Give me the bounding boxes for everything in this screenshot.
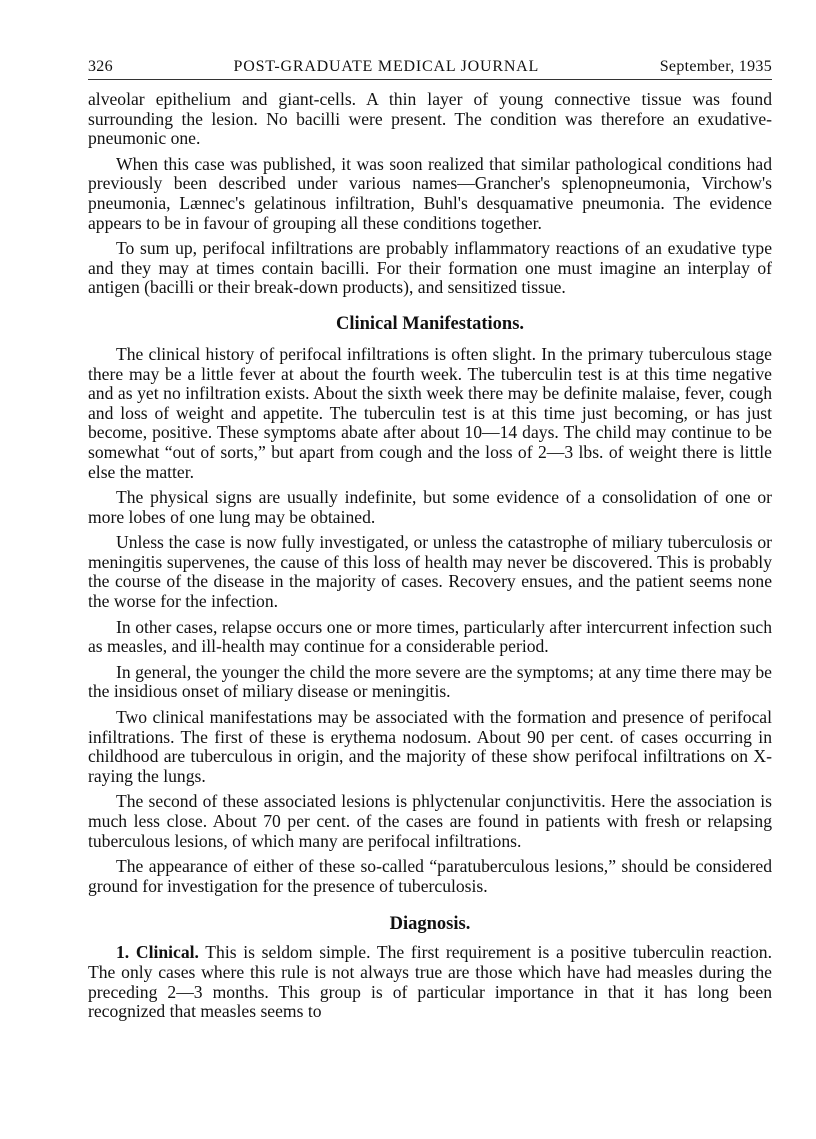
paragraph-clinical-8: The appearance of either of these so-called “paratuberculous lesions,” should be considered ground for investigation for the presence of tuberculosis. [88,856,772,896]
diagnosis-item-label: 1. Clinical. [116,942,199,963]
paragraph-clinical-3: Unless the case is now fully investigated, or unless the catastrophe of miliary tuberculosis or meningitis supervenes, the cause of this loss of health may never be discovered. This is probably the course of the disease in the majority of cases. Recovery ensues, and the patient seems none the worse for the infection. [88,532,772,612]
page-number: 326 [88,58,113,75]
paragraph-intro-2: When this case was published, it was soon realized that similar pathological conditions had previously been described under various names—Grancher's splenopneumonia, Virchow's pneumonia, Lænnec's gelatinous infiltration, Buhl's desquamative pneumonia. The evidence appears to be in favour of grouping all these conditions together. [88,153,772,233]
section-heading-diagnosis: Diagnosis. [389,914,471,935]
paragraph-clinical-7: The second of these associated lesions is phlyctenular conjunctivitis. Here the association is much less close. About 70 per cent. of the cases are found in patients with fresh or relapsing tuberculous lesions, of which many are perifocal infiltrations. [88,791,772,851]
paragraph-intro-1: alveolar epithelium and giant-cells. A thin layer of young connective tissue was found surrounding the lesion. No bacilli were present. The condition was therefore an exudative-pneumonic one. [88,89,772,149]
diagnosis-item-text: This is seldom simple. The first requirement is a positive tuberculin reaction. The only cases where this rule is not always true are those which have had measles during the preceding 2—3 months. This group is of particular importance in that it has long been recognized that measles seems to [88,942,772,1022]
section-heading-clinical: Clinical Manifestations. [335,313,525,334]
paragraph-clinical-5: In general, the younger the child the more severe are the symptoms; at any time there may be the insidious onset of miliary disease or meningitis. [88,661,772,702]
issue-date: September, 1935 [659,58,772,75]
paragraph-clinical-1: The clinical history of perifocal infiltrations is often slight. In the primary tuberculous stage there may be a little fever at about the fourth week. The tuberculin test is at this time negative and as yet no infiltration exists. About the sixth week there may be definite malaise, fever, cough and loss of weight and appetite. The tuberculin test is at this time just becoming, or has just become, positive. These symptoms abate after about 10—14 days. The child may continue to be somewhat “out of sorts,” but apart from cough and the loss of 2—3 lbs. of weight there is little else the matter. [88,343,772,482]
paragraph-clinical-4: In other cases, relapse occurs one or more times, particularly after intercurrent infection such as measles, and ill-health may continue for a considerable period. [88,616,772,657]
journal-page [88,58,772,1028]
paragraph-intro-3: To sum up, perifocal infiltrations are probably inflammatory reactions of an exudative type and they may at times contain bacilli. For their formation one must imagine an interplay of antigen (bacilli or their break-down products), and sensitized tissue. [88,238,772,298]
paragraph-clinical-6: Two clinical manifestations may be associated with the formation and presence of perifocal infiltrations. The first of these is erythema nodosum. About 90 per cent. of cases occurring in childhood are tuberculous in origin, and the majority of these show perifocal infiltrations on X-raying the lungs. [88,707,772,786]
paragraph-diagnosis-1 [88,943,772,1021]
running-header [88,58,772,80]
journal-title: POST-GRADUATE MEDICAL JOURNAL [233,58,540,75]
paragraph-clinical-2: The physical signs are usually indefinite, but some evidence of a consolidation of one or more lobes of one lung may be obtained. [88,487,772,527]
